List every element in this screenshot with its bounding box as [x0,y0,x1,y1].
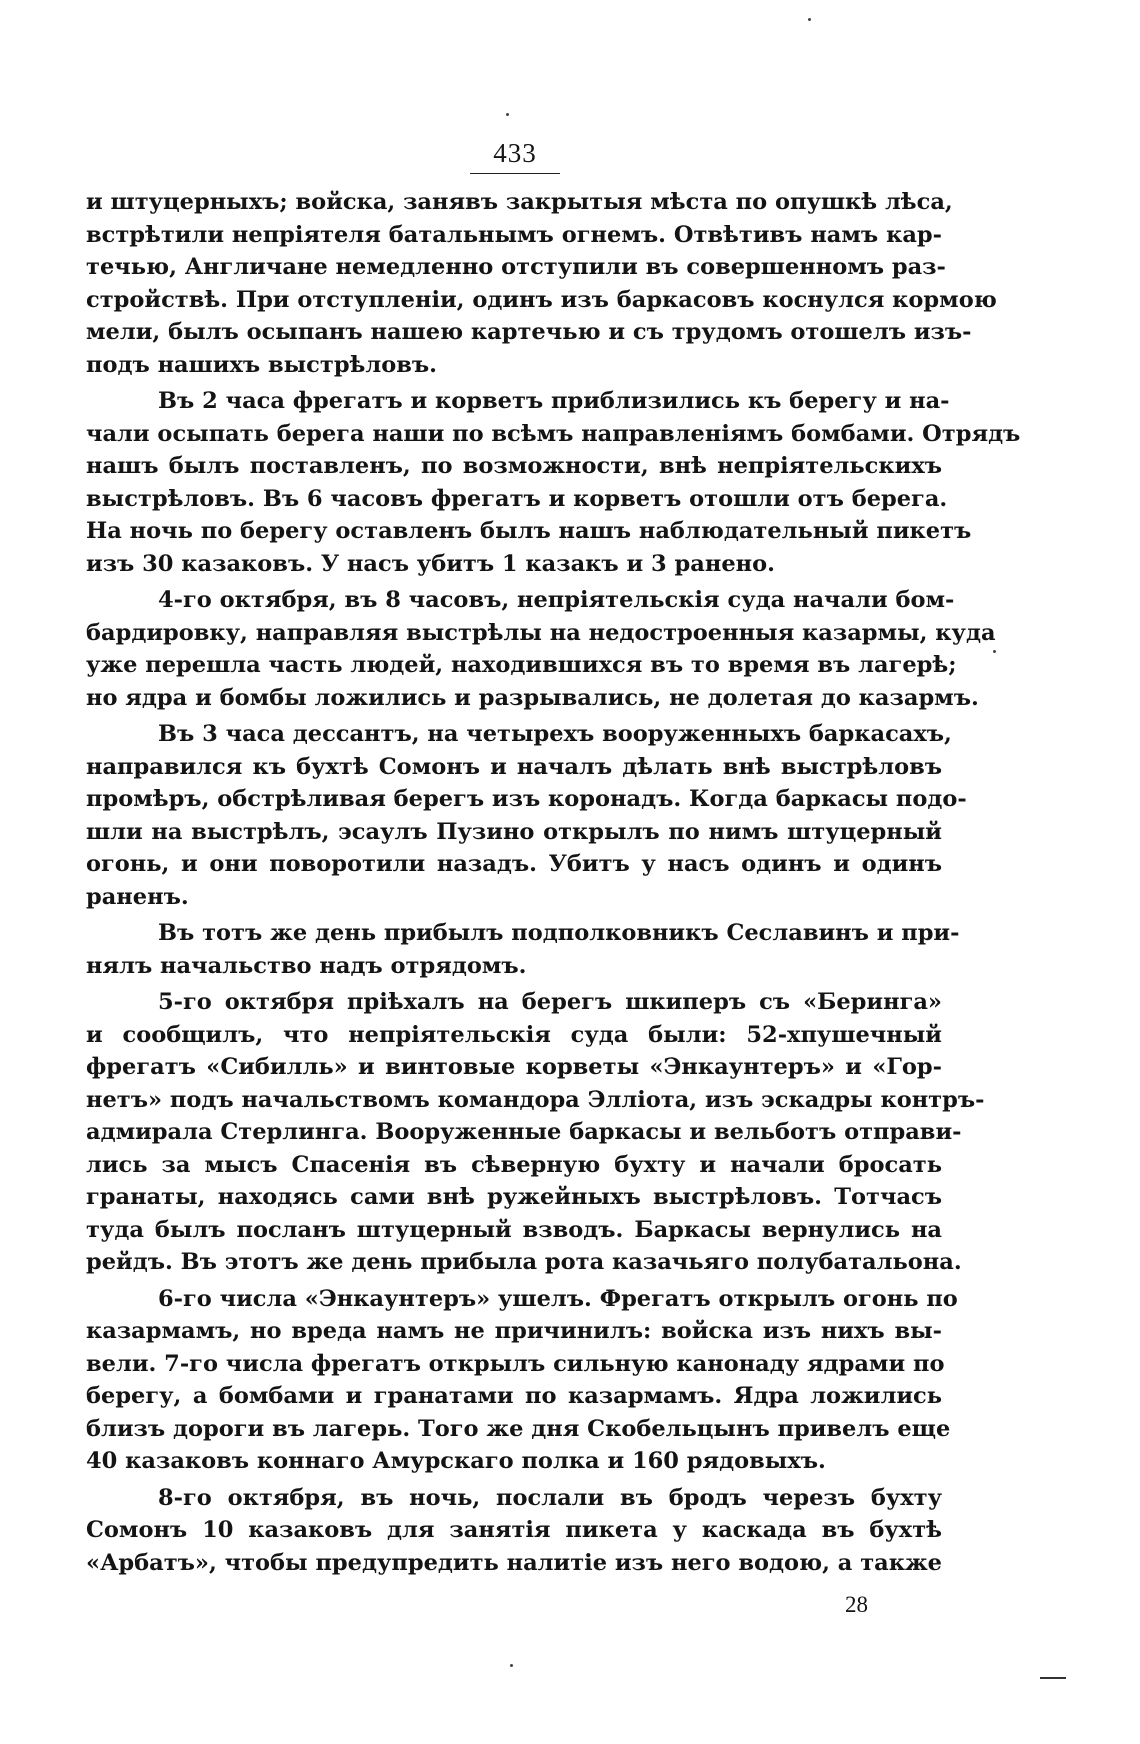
text-line: Сомонъ 10 казаковъ для занятія пикета у каскада въ бухтѣ [86,1517,942,1543]
scan-speck [506,113,509,116]
text-line: но ядра и бомбы ложились и разрывались, не долетая до казармъ. [86,684,979,711]
text-line: 8-го октября, въ ночь, послали въ бродъ черезъ бухту [158,1484,942,1511]
paragraph [86,584,996,714]
page-number: 433 [470,138,560,174]
text-line: нетъ» подъ начальствомъ командора Эллiота, изъ эскадры контръ- [86,1086,985,1113]
text-line: берегу, а бомбами и гранатами по казармамъ. Ядра ложились [86,1383,942,1409]
text-line: гранаты, находясь сами внѣ ружейныхъ выстрѣловъ. Тотчасъ [86,1184,942,1210]
text-line: раненъ. [86,883,189,910]
scan-speck [510,1664,513,1667]
paragraph [86,1482,942,1580]
paragraph [86,986,985,1279]
text-line: близъ дороги въ лагерь. Того же дня Скобельцынъ привелъ еще [86,1415,951,1442]
text-line: нашъ былъ поставленъ, по возможности, внѣ непріятельскихъ [86,453,942,479]
text-line: встрѣтили непріятеля батальнымъ огнемъ. Отвѣтивъ намъ кар- [86,221,942,248]
text-line: подъ нашихъ выстрѣловъ. [86,351,437,378]
text-line: фрегатъ «Сибилль» и винтовые корветы «Энкаунтеръ» и «Гор- [86,1054,942,1080]
text-line: и штуцерныхъ; войска, занявъ закрытыя мѣста по опушкѣ лѣса, [86,189,953,215]
text-line: течью, Англичане немедленно отступили въ совершенномъ раз- [86,254,946,280]
text-line: 5-го октября пріѣхалъ на берегъ шкиперъ съ «Беринга» [158,989,942,1015]
text-line: рейдъ. Въ этотъ же день прибыла рота казачьяго полубатальона. [86,1249,962,1275]
text-line: бардировку, направляя выстрѣлы на недостроенныя казармы, куда [86,619,996,646]
text-line: огонь, и они поворотили назадъ. Убитъ у насъ одинъ и одинъ [86,851,942,877]
paragraph [86,186,997,381]
text-line: 40 казаковъ коннаго Амурскаго полка и 160 рядовыхъ. [86,1448,826,1474]
text-line: «Арбатъ», чтобы предупредить налитіе изъ него водою, а также [86,1549,942,1576]
paragraph [86,385,1021,580]
text-line: вели. 7-го числа фрегатъ открылъ сильную канонаду ядрами по [86,1350,945,1377]
paragraph [86,1283,958,1478]
text-line: Въ 2 часа фрегатъ и корветъ приблизились къ берегу и на- [158,388,950,414]
text-line: шли на выстрѣлъ, эсаулъ Пузино открылъ по нимъ штуцерный [86,818,942,845]
text-line: мели, былъ осыпанъ нашею картечью и съ трудомъ отошелъ изъ- [86,319,972,345]
scan-speck [993,650,996,653]
text-line: туда былъ посланъ штуцерный взводъ. Баркасы вернулись на [86,1216,942,1243]
text-line: выстрѣловъ. Въ 6 часовъ фрегатъ и корветъ отошли отъ берега. [86,485,948,512]
text-line: лись за мысъ Спасенія въ сѣверную бухту и начали бросать [86,1151,942,1178]
body-text [86,186,1021,1579]
text-line: и сообщилъ, что непріятельскія суда были: 52-хпушечный [86,1021,942,1048]
printer-signature: 28 [845,1592,868,1617]
text-line: казармамъ, но вреда намъ не причинилъ: войска изъ нихъ вы- [86,1318,942,1344]
text-line: уже перешла часть людей, находившихся въ то время въ лагерѣ; [86,652,957,678]
text-line: нялъ начальство надъ отрядомъ. [86,952,527,979]
text-line: промѣръ, обстрѣливая берегъ изъ коронадъ. Когда баркасы подо- [86,786,967,812]
text-line: адмирала Стерлинга. Вооруженные баркасы и вельботъ отправи- [86,1119,962,1145]
paragraph [86,718,967,913]
text-line: 4-го октября, въ 8 часовъ, непріятельскія суда начали бом- [158,587,955,613]
text-line: 6-го числа «Энкаунтеръ» ушелъ. Фрегатъ открылъ огонь по [158,1285,958,1312]
scan-mark [1040,1677,1066,1679]
text-line: чали осыпать берега наши по всѣмъ направленіямъ бомбами. Отрядъ [86,420,1021,447]
text-line: Въ 3 часа дессантъ, на четырехъ вооруженныхъ баркасахъ, [158,721,952,747]
text-line: Въ тотъ же день прибылъ подполковникъ Сеславинъ и при- [158,920,960,946]
text-line: На ночь по берегу оставленъ былъ нашъ наблюдательный пикетъ [86,518,972,544]
scan-speck [808,18,811,21]
text-line: направился къ бухтѣ Сомонъ и началъ дѣлать внѣ выстрѣловъ [86,753,942,780]
text-line: стройствѣ. При отступленіи, одинъ изъ баркасовъ коснулся кормою [86,286,997,313]
text-line: изъ 30 казаковъ. У насъ убитъ 1 казакъ и 3 ранено. [86,550,775,577]
paragraph [86,917,960,982]
